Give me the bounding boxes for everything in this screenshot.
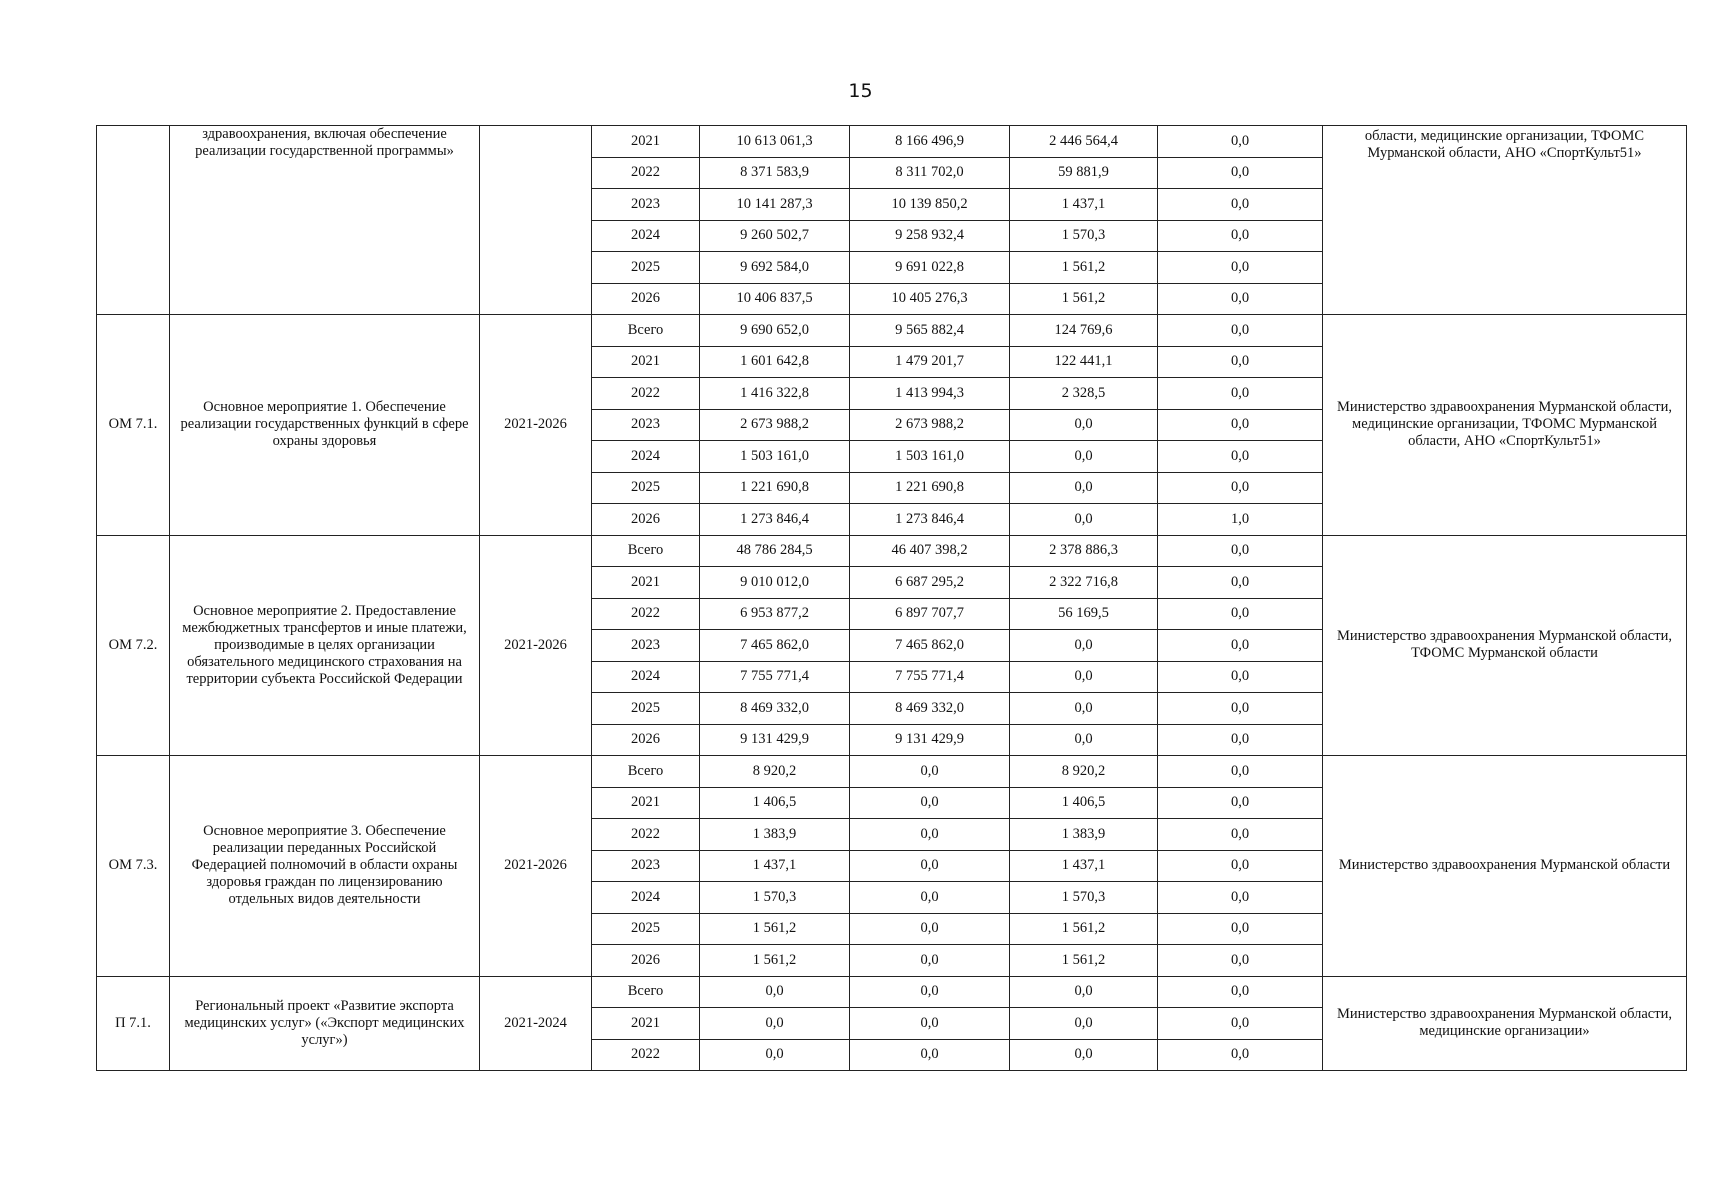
regional-budget-cell: 9 565 882,4: [850, 315, 1010, 347]
regional-budget-cell: 0,0: [850, 756, 1010, 788]
year-cell: 2025: [592, 913, 700, 945]
total-cell: 1 561,2: [700, 913, 850, 945]
federal-budget-cell: 0,0: [1010, 441, 1158, 473]
measure-period: 2021-2026: [480, 756, 592, 977]
federal-budget-cell: 56 169,5: [1010, 598, 1158, 630]
federal-budget-cell: 2 328,5: [1010, 378, 1158, 410]
regional-budget-cell: 8 311 702,0: [850, 157, 1010, 189]
other-sources-cell: 0,0: [1158, 756, 1323, 788]
year-cell: Всего: [592, 535, 700, 567]
table-row: [97, 315, 1687, 347]
measure-code: [97, 126, 170, 315]
measure-period: 2021-2026: [480, 315, 592, 536]
regional-budget-cell: 9 258 932,4: [850, 220, 1010, 252]
federal-budget-cell: 2 446 564,4: [1010, 126, 1158, 158]
measure-description: Основное мероприятие 3. Обеспечение реализации переданных Российской Федерацией полномочий в области охраны здоровья граждан по лицензированию отдельных видов деятельности: [170, 756, 480, 977]
table-row: [97, 976, 1687, 1008]
total-cell: 9 010 012,0: [700, 567, 850, 599]
total-cell: 9 131 429,9: [700, 724, 850, 756]
federal-budget-cell: 122 441,1: [1010, 346, 1158, 378]
regional-budget-cell: 6 897 707,7: [850, 598, 1010, 630]
other-sources-cell: 0,0: [1158, 472, 1323, 504]
regional-budget-cell: 0,0: [850, 819, 1010, 851]
regional-budget-cell: 6 687 295,2: [850, 567, 1010, 599]
other-sources-cell: 0,0: [1158, 409, 1323, 441]
total-cell: 1 570,3: [700, 882, 850, 914]
total-cell: 8 469 332,0: [700, 693, 850, 725]
year-cell: Всего: [592, 976, 700, 1008]
other-sources-cell: 0,0: [1158, 220, 1323, 252]
year-cell: 2022: [592, 378, 700, 410]
total-cell: 10 141 287,3: [700, 189, 850, 221]
table-row: [97, 756, 1687, 788]
federal-budget-cell: 124 769,6: [1010, 315, 1158, 347]
other-sources-cell: 0,0: [1158, 787, 1323, 819]
year-cell: 2026: [592, 945, 700, 977]
measure-description: здравоохранения, включая обеспечение реализации государственной программы»: [170, 126, 480, 315]
total-cell: 2 673 988,2: [700, 409, 850, 441]
federal-budget-cell: 8 920,2: [1010, 756, 1158, 788]
total-cell: 7 755 771,4: [700, 661, 850, 693]
other-sources-cell: 0,0: [1158, 441, 1323, 473]
other-sources-cell: 0,0: [1158, 630, 1323, 662]
measure-code: ОМ 7.3.: [97, 756, 170, 977]
total-cell: 6 953 877,2: [700, 598, 850, 630]
regional-budget-cell: 10 139 850,2: [850, 189, 1010, 221]
other-sources-cell: 1,0: [1158, 504, 1323, 536]
total-cell: 10 613 061,3: [700, 126, 850, 158]
regional-budget-cell: 9 691 022,8: [850, 252, 1010, 284]
federal-budget-cell: 1 437,1: [1010, 189, 1158, 221]
budget-table: [96, 125, 1687, 1071]
regional-budget-cell: 0,0: [850, 850, 1010, 882]
regional-budget-cell: 1 503 161,0: [850, 441, 1010, 473]
total-cell: 1 561,2: [700, 945, 850, 977]
table-row: [97, 535, 1687, 567]
regional-budget-cell: 0,0: [850, 787, 1010, 819]
federal-budget-cell: 59 881,9: [1010, 157, 1158, 189]
regional-budget-cell: 10 405 276,3: [850, 283, 1010, 315]
regional-budget-cell: 8 166 496,9: [850, 126, 1010, 158]
regional-budget-cell: 0,0: [850, 913, 1010, 945]
federal-budget-cell: 0,0: [1010, 724, 1158, 756]
federal-budget-cell: 1 406,5: [1010, 787, 1158, 819]
regional-budget-cell: 1 221 690,8: [850, 472, 1010, 504]
other-sources-cell: 0,0: [1158, 535, 1323, 567]
other-sources-cell: 0,0: [1158, 724, 1323, 756]
other-sources-cell: 0,0: [1158, 567, 1323, 599]
regional-budget-cell: 1 413 994,3: [850, 378, 1010, 410]
other-sources-cell: 0,0: [1158, 819, 1323, 851]
regional-budget-cell: 9 131 429,9: [850, 724, 1010, 756]
year-cell: 2022: [592, 157, 700, 189]
year-cell: 2022: [592, 1039, 700, 1071]
other-sources-cell: 0,0: [1158, 252, 1323, 284]
page-number: 15: [848, 80, 873, 102]
other-sources-cell: 0,0: [1158, 189, 1323, 221]
year-cell: 2025: [592, 252, 700, 284]
year-cell: 2022: [592, 598, 700, 630]
regional-budget-cell: 1 273 846,4: [850, 504, 1010, 536]
responsible-executor: области, медицинские организации, ТФОМС Мурманской области, АНО «СпортКульт51»: [1323, 126, 1687, 315]
total-cell: 9 692 584,0: [700, 252, 850, 284]
regional-budget-cell: 0,0: [850, 1008, 1010, 1040]
regional-budget-cell: 0,0: [850, 882, 1010, 914]
year-cell: 2024: [592, 882, 700, 914]
federal-budget-cell: 0,0: [1010, 693, 1158, 725]
other-sources-cell: 0,0: [1158, 1008, 1323, 1040]
other-sources-cell: 0,0: [1158, 913, 1323, 945]
year-cell: 2024: [592, 441, 700, 473]
total-cell: 9 690 652,0: [700, 315, 850, 347]
total-cell: 1 383,9: [700, 819, 850, 851]
measure-period: 2021-2026: [480, 535, 592, 756]
measure-description: Региональный проект «Развитие экспорта медицинских услуг» («Экспорт медицинских услуг»): [170, 976, 480, 1071]
total-cell: 9 260 502,7: [700, 220, 850, 252]
other-sources-cell: 0,0: [1158, 378, 1323, 410]
federal-budget-cell: 0,0: [1010, 630, 1158, 662]
federal-budget-cell: 1 570,3: [1010, 220, 1158, 252]
year-cell: 2021: [592, 567, 700, 599]
responsible-executor: Министерство здравоохранения Мурманской области, ТФОМС Мурманской области: [1323, 535, 1687, 756]
other-sources-cell: 0,0: [1158, 126, 1323, 158]
regional-budget-cell: 7 755 771,4: [850, 661, 1010, 693]
federal-budget-cell: 1 561,2: [1010, 252, 1158, 284]
total-cell: 48 786 284,5: [700, 535, 850, 567]
year-cell: 2026: [592, 724, 700, 756]
federal-budget-cell: 1 561,2: [1010, 283, 1158, 315]
year-cell: 2023: [592, 630, 700, 662]
year-cell: 2024: [592, 220, 700, 252]
regional-budget-cell: 8 469 332,0: [850, 693, 1010, 725]
responsible-executor: Министерство здравоохранения Мурманской области: [1323, 756, 1687, 977]
year-cell: 2025: [592, 472, 700, 504]
total-cell: 10 406 837,5: [700, 283, 850, 315]
regional-budget-cell: 7 465 862,0: [850, 630, 1010, 662]
regional-budget-cell: 46 407 398,2: [850, 535, 1010, 567]
year-cell: 2022: [592, 819, 700, 851]
federal-budget-cell: 0,0: [1010, 504, 1158, 536]
total-cell: 1 273 846,4: [700, 504, 850, 536]
total-cell: 0,0: [700, 976, 850, 1008]
other-sources-cell: 0,0: [1158, 693, 1323, 725]
federal-budget-cell: 1 561,2: [1010, 945, 1158, 977]
other-sources-cell: 0,0: [1158, 882, 1323, 914]
federal-budget-cell: 0,0: [1010, 1008, 1158, 1040]
total-cell: 1 406,5: [700, 787, 850, 819]
federal-budget-cell: 1 570,3: [1010, 882, 1158, 914]
other-sources-cell: 0,0: [1158, 976, 1323, 1008]
other-sources-cell: 0,0: [1158, 598, 1323, 630]
measure-description: Основное мероприятие 1. Обеспечение реализации государственных функций в сфере охраны здоровья: [170, 315, 480, 536]
measure-description: Основное мероприятие 2. Предоставление межбюджетных трансфертов и иные платежи, производимые в целях организации обязательного медицинского страхования на территории субъекта Российской Федерации: [170, 535, 480, 756]
other-sources-cell: 0,0: [1158, 157, 1323, 189]
total-cell: 1 221 690,8: [700, 472, 850, 504]
year-cell: 2021: [592, 1008, 700, 1040]
total-cell: 0,0: [700, 1039, 850, 1071]
other-sources-cell: 0,0: [1158, 346, 1323, 378]
other-sources-cell: 0,0: [1158, 283, 1323, 315]
year-cell: 2026: [592, 283, 700, 315]
regional-budget-cell: 0,0: [850, 1039, 1010, 1071]
other-sources-cell: 0,0: [1158, 661, 1323, 693]
year-cell: 2023: [592, 409, 700, 441]
year-cell: 2021: [592, 787, 700, 819]
responsible-executor: Министерство здравоохранения Мурманской области, медицинские организации, ТФОМС Мурманской области, АНО «СпортКульт51»: [1323, 315, 1687, 536]
federal-budget-cell: 2 322 716,8: [1010, 567, 1158, 599]
year-cell: Всего: [592, 756, 700, 788]
total-cell: 1 437,1: [700, 850, 850, 882]
responsible-executor: Министерство здравоохранения Мурманской области, медицинские организации»: [1323, 976, 1687, 1071]
year-cell: 2025: [592, 693, 700, 725]
total-cell: 1 416 322,8: [700, 378, 850, 410]
total-cell: 8 371 583,9: [700, 157, 850, 189]
table-row: [97, 126, 1687, 158]
measure-period: 2021-2024: [480, 976, 592, 1071]
federal-budget-cell: 0,0: [1010, 1039, 1158, 1071]
year-cell: 2021: [592, 346, 700, 378]
measure-code: ОМ 7.2.: [97, 535, 170, 756]
federal-budget-cell: 1 561,2: [1010, 913, 1158, 945]
regional-budget-cell: 2 673 988,2: [850, 409, 1010, 441]
federal-budget-cell: 2 378 886,3: [1010, 535, 1158, 567]
regional-budget-cell: 1 479 201,7: [850, 346, 1010, 378]
year-cell: Всего: [592, 315, 700, 347]
total-cell: 1 601 642,8: [700, 346, 850, 378]
federal-budget-cell: 0,0: [1010, 409, 1158, 441]
year-cell: 2023: [592, 189, 700, 221]
year-cell: 2026: [592, 504, 700, 536]
other-sources-cell: 0,0: [1158, 315, 1323, 347]
total-cell: 0,0: [700, 1008, 850, 1040]
year-cell: 2021: [592, 126, 700, 158]
regional-budget-cell: 0,0: [850, 945, 1010, 977]
other-sources-cell: 0,0: [1158, 945, 1323, 977]
measure-code: ОМ 7.1.: [97, 315, 170, 536]
regional-budget-cell: 0,0: [850, 976, 1010, 1008]
federal-budget-cell: 0,0: [1010, 661, 1158, 693]
federal-budget-cell: 1 383,9: [1010, 819, 1158, 851]
year-cell: 2023: [592, 850, 700, 882]
measure-period: [480, 126, 592, 315]
federal-budget-cell: 1 437,1: [1010, 850, 1158, 882]
total-cell: 7 465 862,0: [700, 630, 850, 662]
federal-budget-cell: 0,0: [1010, 976, 1158, 1008]
other-sources-cell: 0,0: [1158, 850, 1323, 882]
year-cell: 2024: [592, 661, 700, 693]
total-cell: 8 920,2: [700, 756, 850, 788]
total-cell: 1 503 161,0: [700, 441, 850, 473]
table-body: [97, 126, 1687, 1071]
other-sources-cell: 0,0: [1158, 1039, 1323, 1071]
federal-budget-cell: 0,0: [1010, 472, 1158, 504]
measure-code: П 7.1.: [97, 976, 170, 1071]
